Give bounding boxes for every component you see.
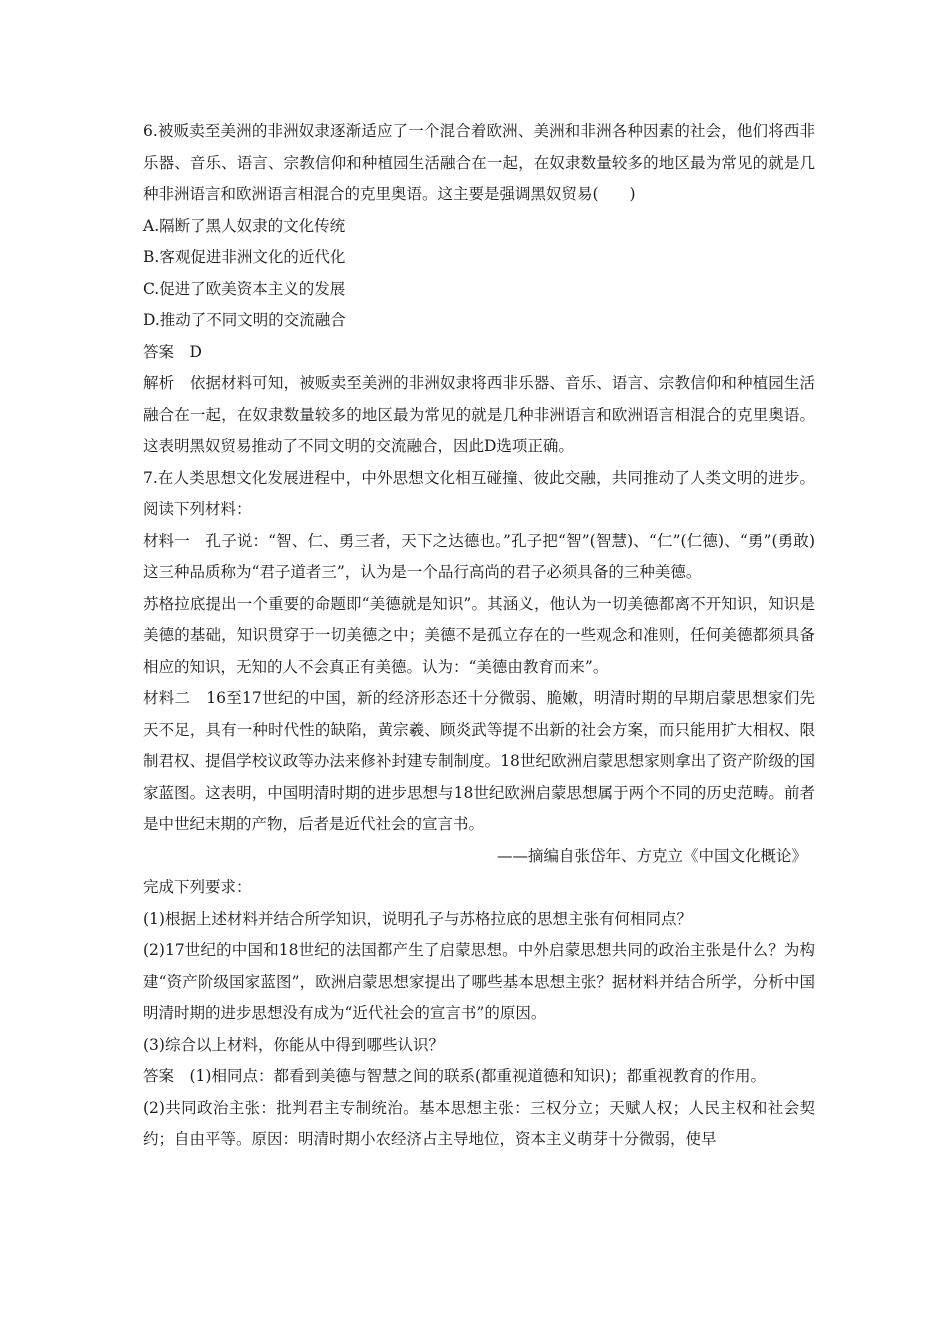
document-page [143,116,815,1156]
option-a: A.隔断了黑人奴隶的文化传统 [143,216,346,235]
material-1: 材料一 孔子说：“智、仁、勇三者，天下之达德也。”孔子把“智”(智慧)、“仁”(仁德)、“勇”(勇敢)这三种品质称为“君子道者三”，认为是一个品行高尚的君子必须具备的三种美德。 [143,531,815,581]
answer-part-2: (2)共同政治主张：批判君主专制统治。基本思想主张：三权分立；天赋人权；人民主权和社会契约；自由平等。原因：明清时期小农经济占主导地位，资本主义萌芽十分微弱，使早 [143,1098,815,1148]
question-6-stem: 6.被贩卖至美洲的非洲奴隶逐渐适应了一个混合着欧洲、美洲和非洲各种因素的社会，他们将西非乐器、音乐、语言、宗教信仰和种植园生活融合在一起，在奴隶数量较多的地区最为常见的就是几种非洲语言和欧洲语言相混合的克里奥语。这主要是强调黑奴贸易( ) [143,122,815,203]
sub-question-3: (3)综合以上材料，你能从中得到哪些认识？ [143,1035,444,1054]
material-2: 材料二 16至17世纪的中国，新的经济形态还十分微弱、脆嫩，明清时期的早期启蒙思想家们先天不足，具有一种时代性的缺陷，黄宗羲、顾炎武等提不出新的社会方案，而只能用扩大相权、限制君权、提倡学校议政等办法来修补封建专制制度。18世纪欧洲启蒙思想家则拿出了资产阶级的国家蓝图。这表明，中国明清时期的进步思想与18世纪欧洲启蒙思想属于两个不同的历史范畴。前者是中世纪末期的产物，后者是近代社会的宣言书。 [143,689,815,833]
material-source: ——摘编自张岱年、方克立《中国文化概论》 [496,846,807,865]
sub-question-1: (1)根据上述材料并结合所学知识，说明孔子与苏格拉底的思想主张有何相同点？ [143,909,692,928]
option-d: D.推动了不同文明的交流融合 [143,311,346,329]
answer-part-1: 答案 (1)相同点：都看到美德与智慧之间的联系(都重视道德和知识)；都重视教育的作用。 [143,1067,767,1085]
question-7-stem: 7.在人类思想文化发展进程中，中外思想文化相互碰撞、彼此交融，共同推动了人类文明的进步。阅读下列材料： [143,468,815,518]
task-heading: 完成下列要求： [143,878,252,896]
option-c: C.促进了欧美资本主义的发展 [143,279,346,298]
sub-question-2: (2)17世纪的中国和18世纪的法国都产生了启蒙思想。中外启蒙思想共同的政治主张是什么？为构建“资产阶级国家蓝图”，欧洲启蒙思想家提出了哪些基本思想主张？据材料并结合所学，分析中国明清时期的进步思想没有成为“近代社会的宣言书”的原因。 [143,941,815,1022]
option-b: B.客观促进非洲文化的近代化 [143,248,346,266]
question-6-analysis: 解析 依据材料可知，被贩卖至美洲的非洲奴隶将西非乐器、音乐、语言、宗教信仰和种植园生活融合在一起，在奴隶数量较多的地区最为常见的就是几种非洲语言和欧洲语言相混合的克里奥语。这表明黑奴贸易推动了不同文明的交流融合，因此D选项正确。 [143,374,815,455]
material-1-socrates: 苏格拉底提出一个重要的命题即“美德就是知识”。其涵义，他认为一切美德都离不开知识，知识是美德的基础，知识贯穿于一切美德之中；美德不是孤立存在的一些观念和准则，任何美德都须具备相应的知识，无知的人不会真正有美德。认为：“美德由教育而来”。 [143,594,815,676]
question-6-answer: 答案 D [143,342,202,361]
